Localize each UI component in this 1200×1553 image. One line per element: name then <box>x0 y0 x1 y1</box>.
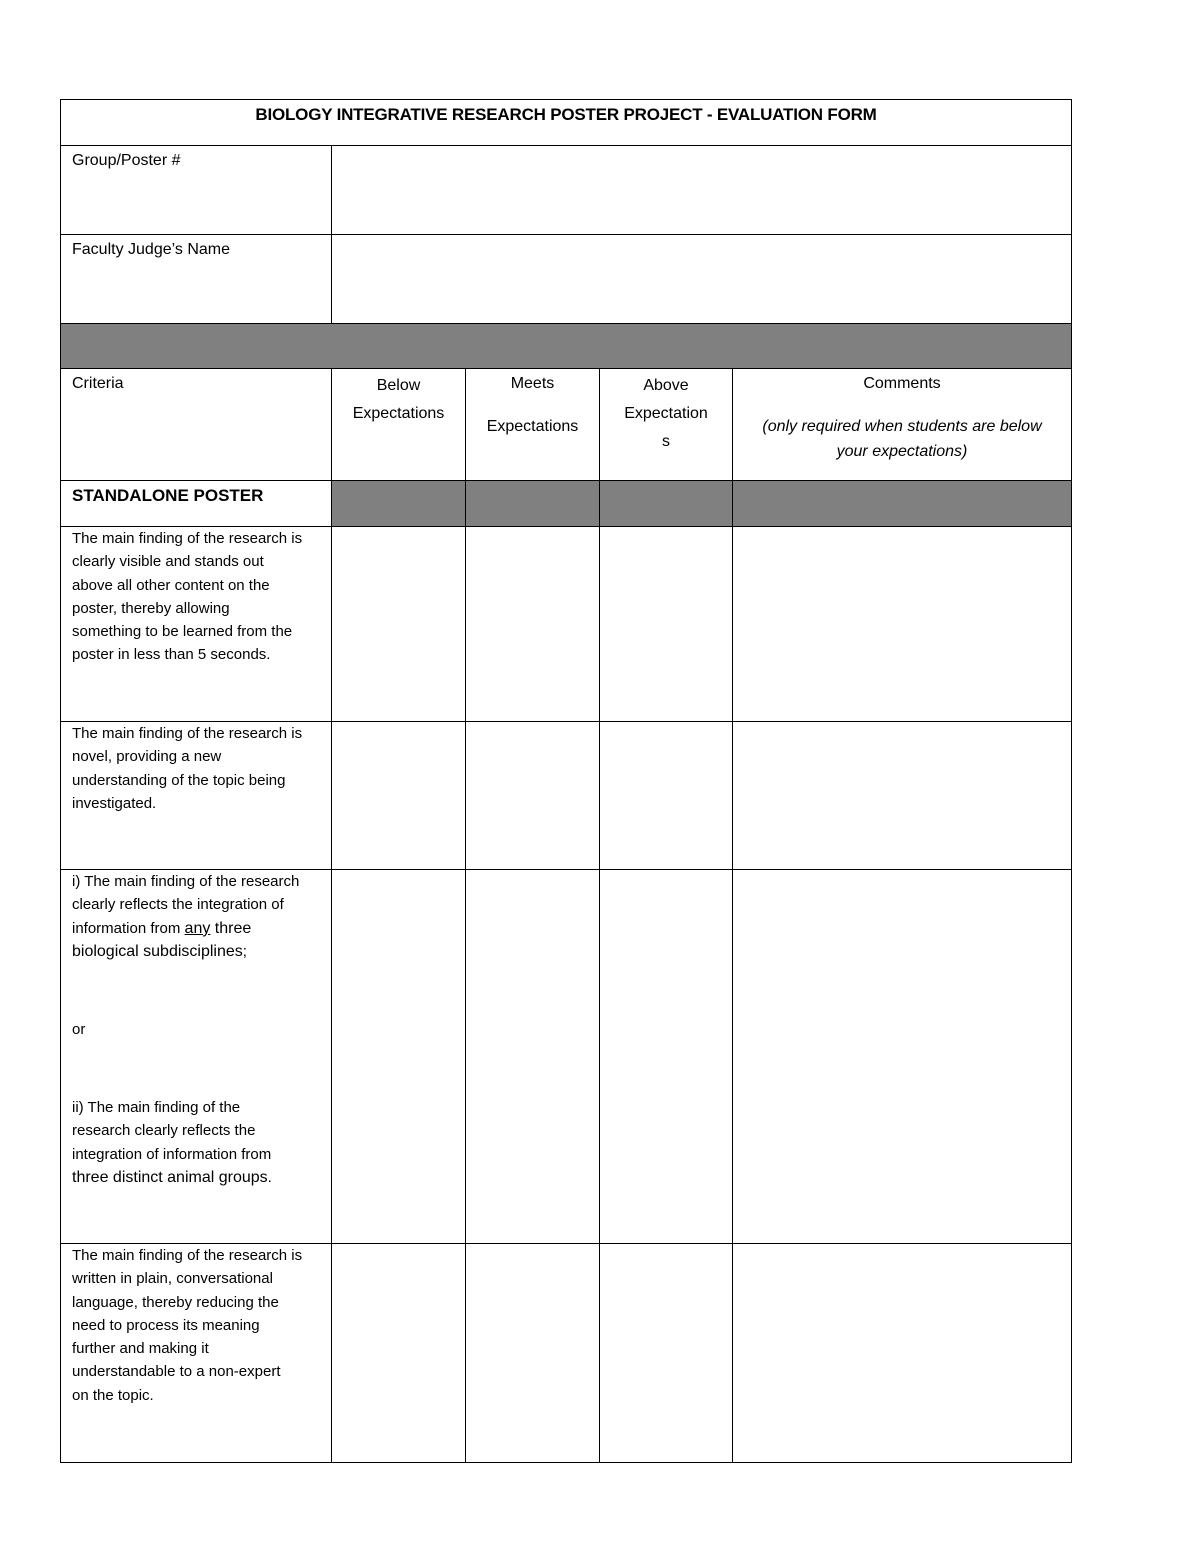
form-title: BIOLOGY INTEGRATIVE RESEARCH POSTER PROJECT - EVALUATION FORM <box>255 105 877 124</box>
section-title: STANDALONE POSTER <box>72 486 264 505</box>
criterion-4-below-cell[interactable] <box>332 1244 465 1462</box>
criterion-2-comments-cell[interactable] <box>733 722 1071 869</box>
criterion-3-part-i: i) The main finding of the research clearly reflects the integration of information from any three biological subdisciplines; <box>72 873 300 960</box>
faculty-judge-field[interactable] <box>332 235 1071 323</box>
criterion-4-text: The main finding of the research is written in plain, conversational language, thereby reducing the need to process its meaning further and making it understandable to a non-expert on the topic. <box>72 1247 303 1404</box>
criterion-4-comments-cell[interactable] <box>733 1244 1071 1462</box>
criterion-4-meets-cell[interactable] <box>466 1244 599 1462</box>
criterion-1-text: The main finding of the research is clearly visible and stands out above all other content on the poster, thereby allowing something to be learned from the poster in less than 5 seconds. <box>72 530 303 664</box>
criterion-1-below-cell[interactable] <box>332 527 465 721</box>
criterion-2-below-cell[interactable] <box>332 722 465 869</box>
criterion-1-above-cell[interactable] <box>600 527 732 721</box>
criteria-header: Criteria <box>72 375 124 392</box>
above-expectations-header: Above Expectation s <box>624 377 708 450</box>
below-expectations-header: Below Expectations <box>352 377 445 422</box>
criterion-3-above-cell[interactable] <box>600 870 732 1243</box>
faculty-judge-label: Faculty Judge’s Name <box>72 241 230 258</box>
comments-note: (only required when students are below <box>762 418 1042 435</box>
criterion-3-meets-cell[interactable] <box>466 870 599 1243</box>
criterion-1-meets-cell[interactable] <box>466 527 599 721</box>
criterion-2-meets-cell[interactable] <box>466 722 599 869</box>
comments-header: Comments (only required when students are below your expectations) <box>733 372 1071 464</box>
criterion-3-below-cell[interactable] <box>332 870 465 1243</box>
criterion-3-part-ii: ii) The main finding of the research clearly reflects the integration of information from three distinct animal groups. <box>72 1099 272 1186</box>
separator-bar <box>61 323 1071 368</box>
criterion-3-or: or <box>72 1021 86 1038</box>
group-poster-label: Group/Poster # <box>72 152 181 169</box>
criterion-2-above-cell[interactable] <box>600 722 732 869</box>
criterion-1-comments-cell[interactable] <box>733 527 1071 721</box>
criterion-3-comments-cell[interactable] <box>733 870 1071 1243</box>
group-poster-field[interactable] <box>332 146 1071 234</box>
meets-expectations-header: Meets Expectations <box>486 375 579 435</box>
criterion-4-above-cell[interactable] <box>600 1244 732 1462</box>
section-header-shading <box>331 481 1071 526</box>
criterion-2-text: The main finding of the research is novel, providing a new understanding of the topic being investigated. <box>72 725 303 812</box>
